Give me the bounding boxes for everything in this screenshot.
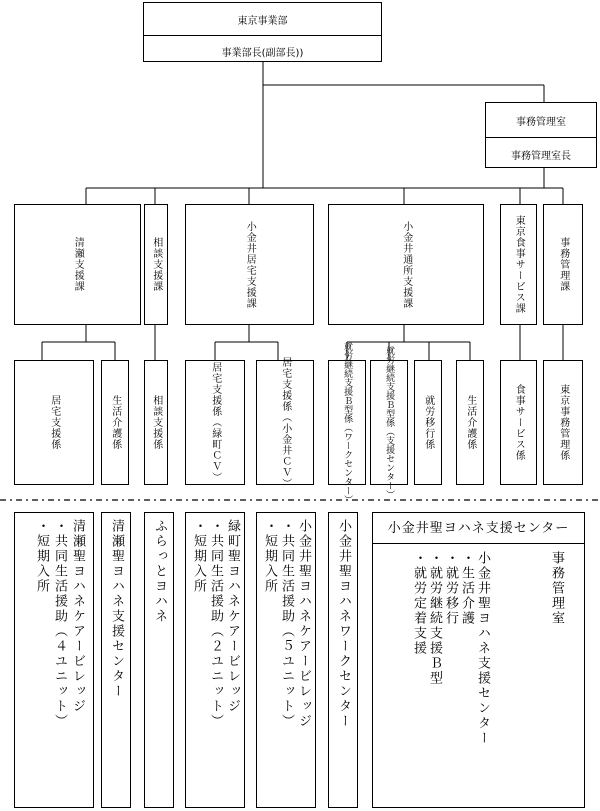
facility-koganei-center-office: 事務管理室 xyxy=(549,551,564,626)
unit-jimu-label: 東京事務管理係 xyxy=(557,384,569,461)
unit-kyotaku-koganei-label: 居宅支援係（小金井ＣＶ） xyxy=(279,356,291,489)
division-shokuji-label: 東京食事サービス課 xyxy=(513,215,525,314)
facility-koganei-village-name: 小金井聖ヨハネケアービレッジ xyxy=(296,519,311,729)
facility-koganei-center-item-3: ・就労継続支援Ｂ型 xyxy=(427,551,442,686)
facility-kiyose-center-name: 清瀬聖ヨハネ支援センター xyxy=(109,519,124,699)
division-tsusho xyxy=(328,204,484,325)
facility-koganei-center-item-4: ・就労定着支援 xyxy=(411,551,426,656)
unit-shuro-work-label: 就労継続支援Ｂ型係（ワークセンター） xyxy=(342,341,353,504)
unit-kyotaku-midori xyxy=(185,360,245,485)
facility-midori-village-item-1: ・共同生活援助（２ユニット） xyxy=(208,519,223,729)
facility-koganei-center-title: 小金井聖ヨハネ支援センター xyxy=(387,521,570,536)
unit-shokuji-label: 食事サービス係 xyxy=(513,384,525,461)
unit-kyotaku-koganei xyxy=(256,356,314,489)
facility-koganei-center xyxy=(372,512,585,808)
division-soudan xyxy=(144,204,168,325)
unit-kiyose-seikatsu-label: 生活介護係 xyxy=(109,395,121,450)
unit-shuro-support-label: 就労継続支援Ｂ型係（支援センター） xyxy=(384,346,395,499)
unit-shuro-support xyxy=(370,346,408,499)
unit-ikou xyxy=(414,360,442,485)
office-name: 事務管理室 xyxy=(516,117,566,128)
unit-shokuji xyxy=(500,360,537,485)
unit-jimu xyxy=(543,360,583,485)
unit-tsusho-seikatsu xyxy=(456,360,484,485)
unit-kyotaku-midori-label: 居宅支援係（緑町ＣＶ） xyxy=(209,362,221,483)
facility-midori-village-name: 緑町聖ヨハネケアービレッジ xyxy=(225,519,240,714)
department-name: 東京事業部 xyxy=(237,16,288,27)
facility-koganei-center-sub: 小金井聖ヨハネ支援センター xyxy=(475,551,490,746)
division-jimu xyxy=(543,204,583,325)
division-shokuji xyxy=(500,204,537,325)
facility-midori-village xyxy=(185,512,245,808)
division-kiyose xyxy=(14,204,141,325)
unit-shuro-work xyxy=(328,341,366,504)
department-head: 事業部長(副部長)) xyxy=(221,48,304,59)
office-box xyxy=(485,102,597,168)
unit-soudan-label: 相談支援係 xyxy=(150,395,162,450)
division-jimu-label: 事務管理課 xyxy=(557,237,569,292)
facility-kiyose-village-name: 清瀬聖ヨハネケアービレッジ xyxy=(70,519,85,714)
division-kiyose-label: 清瀬支援課 xyxy=(72,237,84,292)
facility-koganei-village-item-2: ・短期入所 xyxy=(262,519,277,594)
facility-koganei-center-item-2: ・就労移行 xyxy=(443,551,458,626)
division-tsusho-label: 小金井通所支援課 xyxy=(400,220,412,309)
facility-kiyose-village xyxy=(14,512,94,808)
unit-kiyose-kyotaku-label: 居宅支援係 xyxy=(48,395,60,450)
unit-kiyose-seikatsu xyxy=(101,360,129,485)
facility-work-center xyxy=(328,512,358,808)
unit-kiyose-kyotaku xyxy=(14,360,94,485)
division-kyotaku-label: 小金井居宅支援課 xyxy=(244,220,256,309)
facility-furatto-name: ふらっとヨハネ xyxy=(152,519,167,624)
facility-midori-village-item-2: ・短期入所 xyxy=(191,519,206,594)
unit-ikou-label: 就労移行係 xyxy=(422,395,434,450)
facility-work-center-name: 小金井聖ヨハネワークセンター xyxy=(336,519,351,729)
facility-furatto xyxy=(144,512,174,808)
facility-kiyose-village-item-1: ・共同生活援助（４ユニット） xyxy=(52,519,67,729)
unit-tsusho-seikatsu-label: 生活介護係 xyxy=(464,395,476,450)
top-department-box xyxy=(143,2,382,62)
division-kyotaku xyxy=(185,204,314,325)
facility-kiyose-village-item-2: ・短期入所 xyxy=(34,519,49,594)
facility-koganei-village xyxy=(256,512,316,808)
facility-kiyose-center xyxy=(101,512,131,808)
unit-soudan xyxy=(144,360,168,485)
division-soudan-label: 相談支援課 xyxy=(150,237,162,292)
office-head: 事務管理室長 xyxy=(511,151,571,162)
facility-koganei-center-item-1: ・生活介護 xyxy=(459,551,474,626)
facility-koganei-village-item-1: ・共同生活援助（５ユニット） xyxy=(279,519,294,729)
